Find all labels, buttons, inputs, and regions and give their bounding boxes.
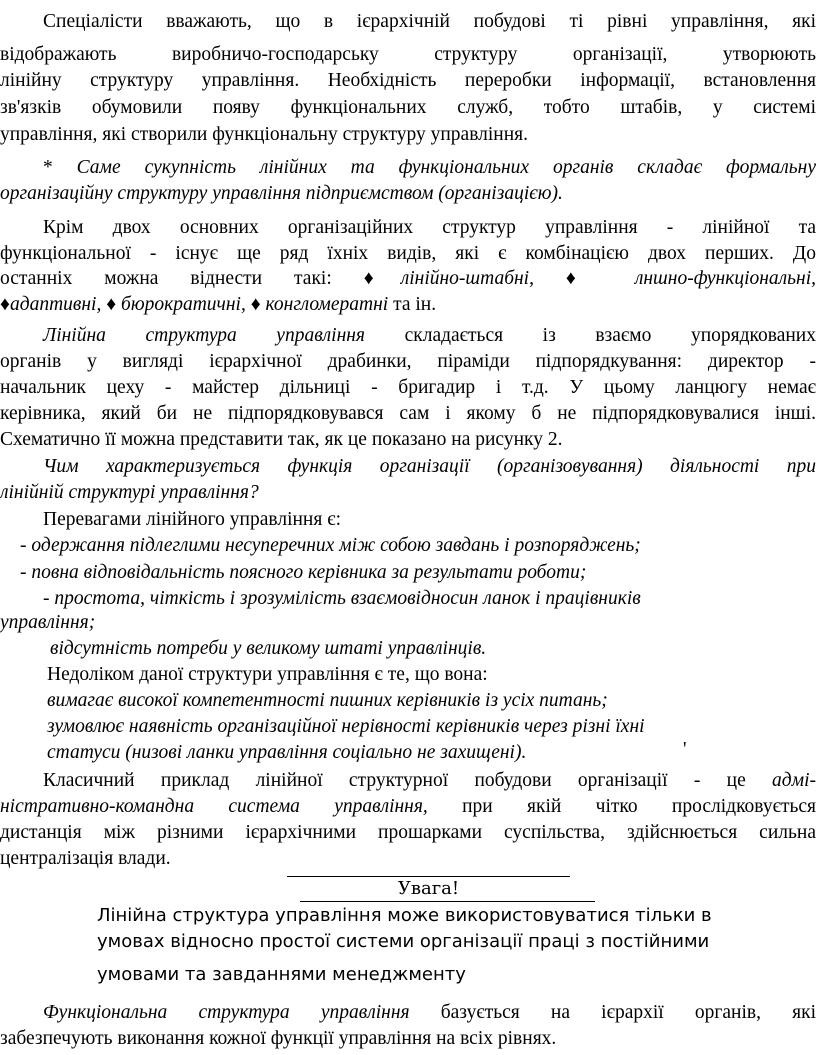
p4-line-4: керівника, який би не підпорядковувався сам і якому б не підпорядковувалися інші.: [0, 403, 816, 424]
p1-line-4: зв'язків обумовили появу функціональних служб, тобто штабів, у системі: [0, 97, 816, 118]
diamond-icon: ♦: [565, 268, 603, 289]
p6-line-3: дистанція між різними ієрархічними прошарками суспільства, здійснюється сильна: [0, 822, 816, 843]
diamond-icon: ♦: [0, 294, 10, 315]
p1-line-5: управління, які створили функціональну структуру управління.: [0, 124, 529, 145]
p3-line-4-end: та ін.: [388, 294, 437, 315]
p6-line-1-italic: адмі-: [772, 770, 816, 791]
p1-line-2: відображають виробничо-господарську структуру організації, утворюють: [0, 44, 816, 65]
p4-line-3: начальник цеху - майстер дільниці - бригадир і т.д. У цьому ланцюгу немає: [0, 377, 816, 398]
type-adaptive: адаптивні,: [9, 294, 102, 315]
p7-line-1-rest: базується на ієрархії органів, які: [409, 1002, 816, 1023]
disadvantages-title: Недоліком даної структури управління є те, що вона:: [47, 664, 488, 685]
p6-line-1: [43, 768, 816, 793]
type-line-functional: лншно-функціональні,: [634, 268, 816, 289]
advantage-2: - повна відповідальність поясного керівника за результати роботи;: [20, 562, 587, 583]
type-bureaucratic: бюрократичні,: [121, 294, 246, 315]
p6-line-1-text: Класичний приклад лінійної структурної побудови організації - це: [43, 770, 746, 791]
advantage-3-line-1: - простота, чіткість і зрозумілість взаємовідносин ланок і працівників: [43, 588, 641, 609]
question-line-1: Чим характеризується функція організації (організовування) діяльності при: [43, 456, 816, 477]
advantage-4: відсутність потреби у великому штаті управлінців.: [50, 638, 487, 659]
type-conglomerate: конгломератні: [265, 294, 389, 315]
disadvantage-2-line-1: зумовлює наявність організаційної нерівності керівників через різні їхні: [47, 716, 645, 737]
p2-line-1-text: Саме сукупність лінійних та функціональних органів складає формальну: [76, 157, 816, 178]
p4-line-5: Схематично її можна представити так, як це показано на рисунку 2.: [0, 429, 563, 450]
p3-line-2: функціональної - існує ще ряд їхніх видів, які є комбінацією двох перших. До: [0, 243, 816, 264]
p3-line-3: [0, 266, 816, 291]
question-line-2: лінійній структурі управління?: [0, 482, 259, 503]
advantage-3-line-2: управління;: [0, 612, 96, 633]
advantages-title: Перевагами лінійного управління є:: [43, 509, 342, 530]
p3-line-1: Крім двох основних організаційних структур управління - лінійної та: [43, 217, 816, 238]
note-line-1: Лінійна структура управління може використовуватися тільки в: [97, 905, 712, 926]
p2-line-2: організаційну структуру управління підприємством (організацією).: [0, 183, 563, 204]
disadvantage-1: вимагає високої компетентності пишних керівників із усіх питань;: [47, 690, 608, 711]
p7-line-1: [43, 1000, 816, 1025]
diamond-icon: ♦: [250, 294, 261, 315]
functional-structure-term: Функціональна структура управління: [43, 1002, 410, 1023]
p2-line-1: [43, 155, 816, 180]
p1-line-3: лінійну структуру управління. Необхідність переробки інформації, встановлення: [0, 70, 816, 91]
note-line-2: умовах відносно простої системи організації праці з постійними: [97, 931, 710, 952]
p6-line-2-rest: при якій чітко прослідковується: [427, 796, 816, 817]
advantage-1: - одержання підлеглими несуперечних між собою завдань і розпоряджень;: [20, 535, 641, 556]
note-title: Увага!: [397, 878, 460, 899]
admin-command-system-term: ністративно-командна система управління,: [0, 796, 428, 817]
asterisk: *: [43, 157, 77, 178]
type-line-staff: лінійно-штабні,: [400, 268, 534, 289]
p7-line-2: забезпечують виконання кожної функції управління на всіх рівнях.: [0, 1028, 557, 1049]
diamond-icon: ♦: [106, 294, 117, 315]
linear-structure-term: Лінійна структура управління: [43, 325, 365, 346]
p4-line-1: [43, 323, 816, 348]
diamond-icon: ♦: [363, 268, 401, 289]
stray-mark: ': [683, 739, 687, 760]
disadvantage-2-line-2: статуси (низові ланки управління соціально не захищені).: [47, 742, 527, 763]
p3-line-4: [0, 292, 816, 317]
p6-line-2: [0, 794, 816, 819]
p4-line-2: органів у вигляді ієрархічної драбинки, піраміди підпорядкування: директор -: [0, 351, 816, 372]
p3-line-3-text: останніх можна віднести такі:: [0, 268, 332, 289]
p1-line-1: Спеціалісти вважають, що в ієрархічній побудові ті рівні управління, які: [43, 11, 816, 32]
note-bottom-rule: [300, 901, 595, 902]
note-line-3: умовами та завданнями менеджменту: [97, 964, 466, 985]
p6-line-4: централізація влади.: [0, 848, 171, 869]
p4-line-1-rest: складається із взаємо упорядкованих: [365, 325, 816, 346]
